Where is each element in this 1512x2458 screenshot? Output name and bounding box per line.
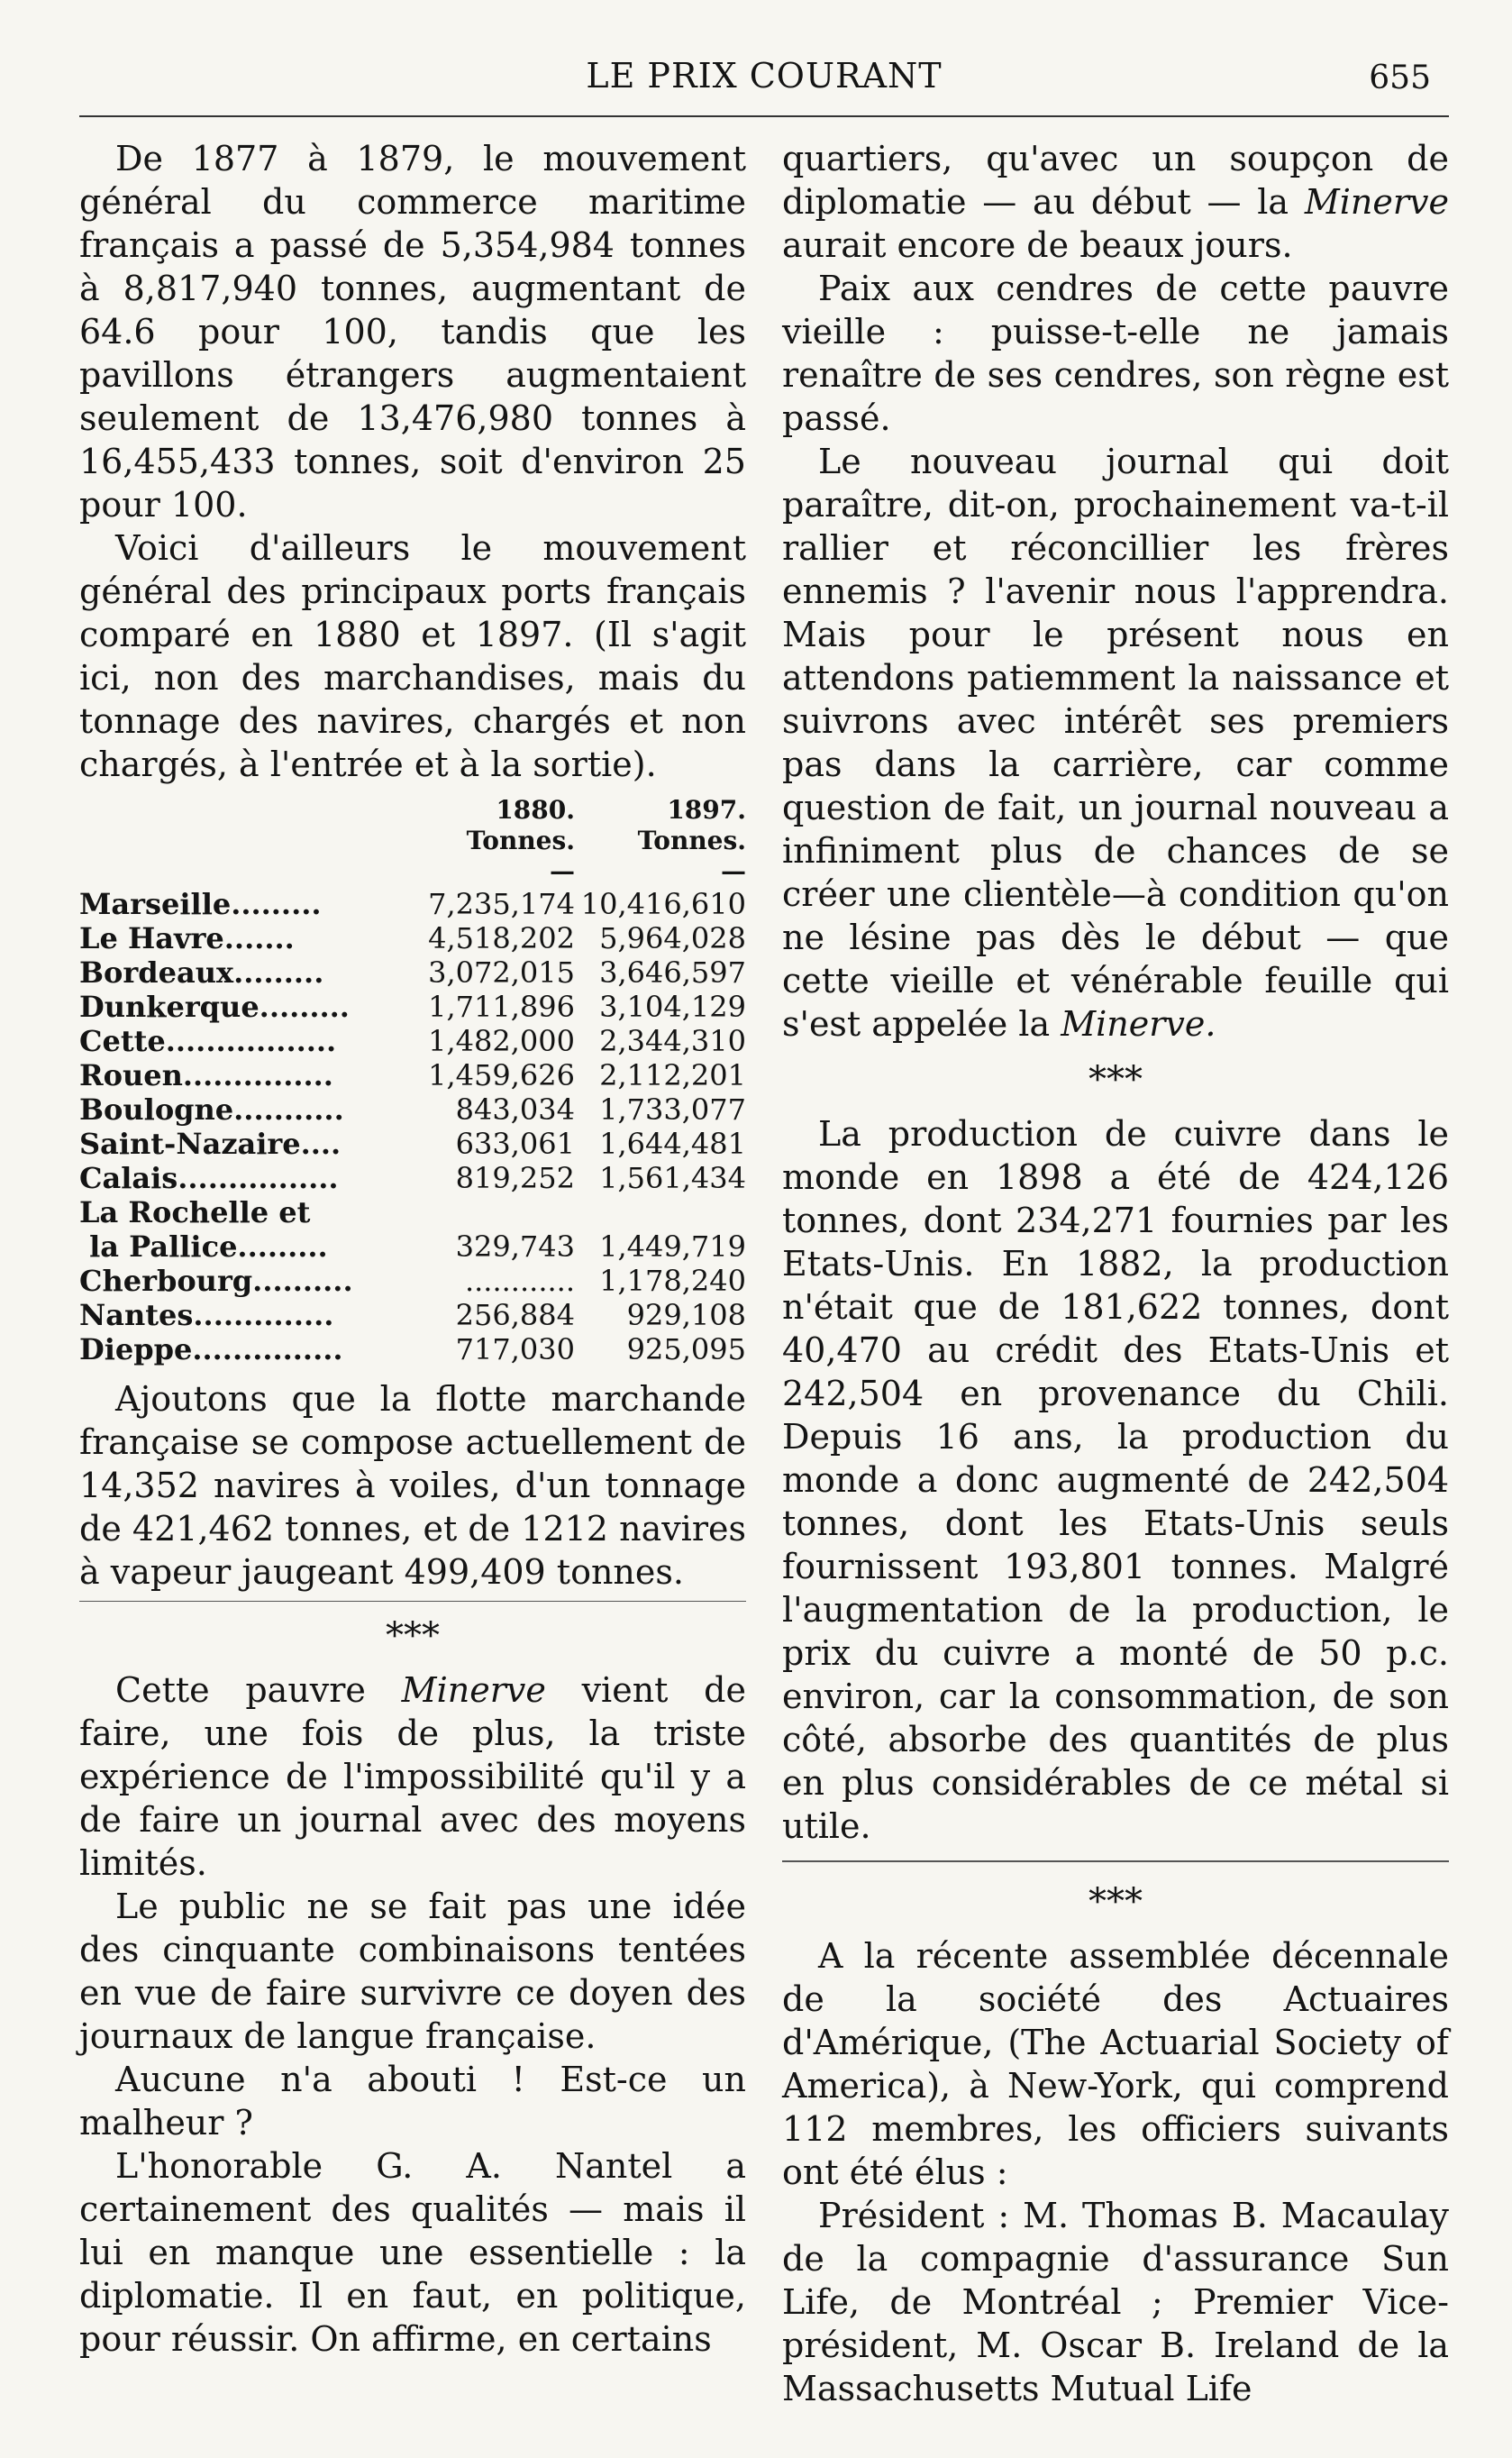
port-name-cell: Saint-Nazaire.... bbox=[79, 1127, 342, 1161]
tonnage-1880-cell: ............ bbox=[464, 1264, 575, 1298]
ports-table-units bbox=[79, 826, 746, 856]
tonnage-1880-cell: 717,030 bbox=[455, 1332, 575, 1366]
table-row bbox=[79, 1058, 746, 1092]
port-name-cell: Nantes.............. bbox=[79, 1298, 334, 1332]
table-row bbox=[79, 1161, 746, 1195]
tonnage-1880-cell: 3,072,015 bbox=[428, 955, 575, 990]
header-year-1897: 1897. bbox=[667, 795, 746, 825]
paragraph-ports-intro: Voici d'ailleurs le mouvement général des principaux ports français comparé en 1880 et 1897. (Il s'agit ici, non des marchandises, mais du tonnage des navires, chargés et non chargés, à l'entrée et à la sortie). bbox=[79, 528, 746, 784]
right-column bbox=[782, 137, 1449, 2410]
text-run: quartiers, qu'avec un soupçon de diplomatie — au début — la bbox=[782, 139, 1449, 222]
table-row bbox=[79, 1195, 746, 1264]
ports-table bbox=[79, 795, 746, 1366]
paragraph-public: Le public ne se fait pas une idée des cinquante combinaisons tentées en vue de faire survivre ce doyen des journaux de langue française. bbox=[79, 1887, 746, 2056]
tonnage-1880-cell: 1,711,896 bbox=[428, 990, 575, 1024]
ports-table-body bbox=[79, 887, 746, 1366]
port-name-cell: Calais................ bbox=[79, 1161, 339, 1195]
newspaper-name: Minerve bbox=[401, 1670, 546, 1710]
port-name-cell: Le Havre....... bbox=[79, 921, 295, 955]
paragraph-new-journal bbox=[782, 440, 1449, 1046]
port-name-cell: Dunkerque......... bbox=[79, 990, 350, 1024]
tonnage-1897-cell: 925,095 bbox=[626, 1332, 746, 1366]
asterism-separator: *** bbox=[386, 1615, 440, 1657]
tonnage-1897-cell: 1,733,077 bbox=[599, 1092, 746, 1127]
tonnage-1897-cell: 1,178,240 bbox=[599, 1264, 746, 1298]
port-name-cell: Marseille......... bbox=[79, 887, 322, 921]
asterism-separator: *** bbox=[1088, 1059, 1143, 1101]
table-row bbox=[79, 887, 746, 921]
tonnage-1880-cell: 819,252 bbox=[455, 1161, 575, 1195]
header-unit-1897: Tonnes. bbox=[637, 826, 746, 855]
tonnage-1880-cell: 843,034 bbox=[455, 1092, 575, 1127]
tonnage-1880-cell: 7,235,174 bbox=[428, 887, 575, 921]
tonnage-1880-cell: 256,884 bbox=[455, 1298, 575, 1332]
tonnage-1880-cell: 4,518,202 bbox=[428, 921, 575, 955]
table-row bbox=[79, 1264, 746, 1298]
tonnage-1880-cell: 1,459,626 bbox=[428, 1058, 575, 1092]
page-number: 655 bbox=[1369, 59, 1431, 96]
paragraph-copper-production: La production de cuivre dans le monde en 1898 a été de 424,126 tonnes, dont 234,271 fournies par les Etats-Unis. En 1882, la production n'était que de 181,622 tonnes, dont 40,470 au crédit des Etats-Unis et 242,504 en provenance du Chili. Depuis 16 ans, la production du monde a donc augmenté de 242,504 tonnes, dont les Etats-Unis seuls fournissent 193,801 tonnes. Malgré l'augmentation de la production, le prix du cuivre a monté de 50 p.c. environ, car la consommation, de son côté, absorbe des quantités de plus en plus considérables de ce métal si utile. bbox=[782, 1114, 1449, 1846]
text-run: Le nouveau journal qui doit paraître, dit-on, prochainement va-t-il rallier et réconcillier les frères ennemis ? l'avenir nous l'apprendra. Mais pour le présent nous en attendons patiemment la naissance et suivrons avec intérêt ses premiers pas dans la carrière, car comme question de fait, un journal nouveau a infiniment plus de chances de se créer une clientèle—à condition qu'on ne lésine pas dès le début — que cette vieille et vénérable feuille qui s'est appelée la bbox=[782, 442, 1449, 1044]
tonnage-1897-cell: 2,112,201 bbox=[599, 1058, 746, 1092]
tonnage-1897-cell: 1,644,481 bbox=[599, 1127, 746, 1161]
header-rule bbox=[79, 115, 1449, 117]
port-name-cell: Bordeaux......... bbox=[79, 955, 324, 990]
tonnage-1897-cell: 5,964,028 bbox=[599, 921, 746, 955]
port-name-cell: Cette................. bbox=[79, 1024, 337, 1058]
port-name-cell: Dieppe............... bbox=[79, 1332, 343, 1366]
paragraph-merchant-fleet: Ajoutons que la flotte marchande française se compose actuellement de 14,352 navires à voiles, d'un tonnage de 421,462 tonnes, et de 1212 navires à vapeur jaugeant 499,409 tonnes. bbox=[79, 1379, 746, 1592]
ports-table-dashes bbox=[79, 856, 746, 887]
tonnage-1897-cell: 10,416,610 bbox=[580, 887, 746, 921]
tonnage-1897-cell: 3,646,597 bbox=[599, 955, 746, 990]
port-name-cell: Rouen............... bbox=[79, 1058, 333, 1092]
table-row bbox=[79, 1092, 746, 1127]
header-dash-1897: — bbox=[721, 856, 746, 886]
port-name-cell: La Rochelle et la Pallice......... bbox=[79, 1195, 328, 1264]
tonnage-1897-cell: 2,344,310 bbox=[599, 1024, 746, 1058]
section-rule bbox=[782, 1860, 1449, 1862]
table-row bbox=[79, 921, 746, 955]
tonnage-1897-cell: 3,104,129 bbox=[599, 990, 746, 1024]
paragraph-maritime-commerce: De 1877 à 1879, le mouvement général du commerce maritime français a passé de 5,354,984 tonnes à 8,817,940 tonnes, augmentant de 64.6 pour 100, tandis que les pavillons étrangers augmentaient seulement de 13,476,980 tonnes à 16,455,433 tonnes, soit d'environ 25 pour 100. bbox=[79, 139, 746, 525]
paragraph-ashes: Paix aux cendres de cette pauvre vieille : puisse-t-elle ne jamais renaître de ses cendres, son règne est passé. bbox=[782, 269, 1449, 438]
text-run: aurait encore de beaux jours. bbox=[782, 225, 1293, 265]
page-header bbox=[79, 47, 1449, 110]
tonnage-1897-cell: 929,108 bbox=[626, 1298, 746, 1332]
paragraph-diplomacy bbox=[782, 137, 1449, 267]
newspaper-name: Minerve. bbox=[1061, 1004, 1216, 1044]
table-row bbox=[79, 1298, 746, 1332]
paragraph-minerve bbox=[79, 1668, 746, 1885]
tonnage-1897-cell: 1,449,719 bbox=[599, 1229, 746, 1264]
tonnage-1897-cell: 1,561,434 bbox=[599, 1161, 746, 1195]
table-row bbox=[79, 1024, 746, 1058]
asterism-separator: *** bbox=[1088, 1881, 1143, 1923]
paragraph-nantel: L'honorable G. A. Nantel a certainement des qualités — mais il lui en manque une essentielle : la diplomatie. Il en faut, en politique, pour réussir. On affirme, en certains bbox=[79, 2146, 746, 2359]
newspaper-name: Minerve bbox=[1304, 182, 1449, 222]
table-row bbox=[79, 990, 746, 1024]
section-rule bbox=[79, 1601, 746, 1602]
text-run: Cette pauvre bbox=[115, 1670, 402, 1710]
table-row bbox=[79, 955, 746, 990]
paragraph-question: Aucune n'a abouti ! Est-ce un malheur ? bbox=[79, 2060, 746, 2143]
tonnage-1880-cell: 1,482,000 bbox=[428, 1024, 575, 1058]
paragraph-actuarial-society: A la récente assemblée décennale de la société des Actuaires d'Amérique, (The Actuarial Society of America), à New-York, qui comprend 112 membres, les officiers suivants ont été élus : bbox=[782, 1936, 1449, 2192]
tonnage-1880-cell: 633,061 bbox=[455, 1127, 575, 1161]
text-run: vient de faire, une fois de plus, la triste expérience de l'impossibilité qu'il y a de faire un journal avec des moyens limités. bbox=[79, 1670, 746, 1883]
header-year-1880: 1880. bbox=[496, 795, 575, 825]
table-row bbox=[79, 1332, 746, 1366]
left-column bbox=[79, 137, 746, 2361]
port-name-cell: Cherbourg.......... bbox=[79, 1264, 353, 1298]
paragraph-officers: Président : M. Thomas B. Macaulay de la compagnie d'assurance Sun Life, de Montréal ; Premier Vice-président, M. Oscar B. Ireland de la Massachusetts Mutual Life bbox=[782, 2196, 1449, 2408]
ports-table-header bbox=[79, 795, 746, 826]
port-name-cell: Boulogne........... bbox=[79, 1092, 344, 1127]
running-title: LE PRIX COURANT bbox=[586, 56, 943, 96]
tonnage-1880-cell: 329,743 bbox=[455, 1229, 575, 1264]
header-dash-1880: — bbox=[550, 856, 575, 886]
table-row bbox=[79, 1127, 746, 1161]
header-unit-1880: Tonnes. bbox=[466, 826, 575, 855]
